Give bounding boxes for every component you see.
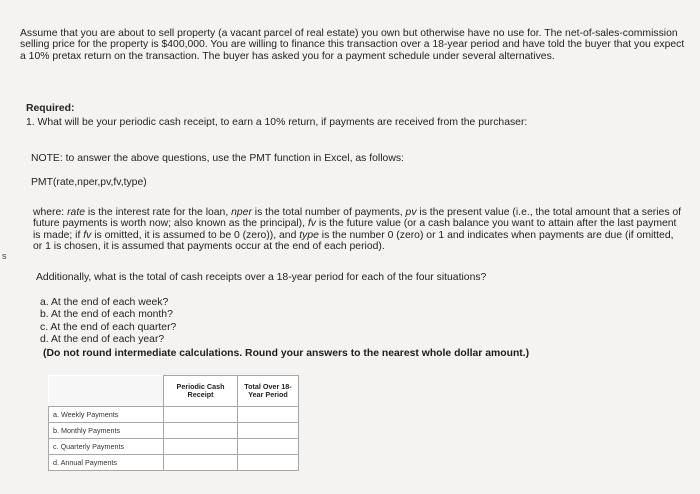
quarterly-periodic-input[interactable] <box>164 439 238 455</box>
term-fv-2: fv <box>83 229 92 241</box>
answer-table-header <box>49 376 299 407</box>
annual-periodic-input[interactable] <box>164 455 238 471</box>
term-fv: fv <box>307 218 316 230</box>
monthly-total-input[interactable] <box>238 423 299 439</box>
weekly-total-input[interactable] <box>238 407 299 423</box>
option-d: d. At the end of each year? <box>40 334 165 345</box>
table-row <box>49 455 299 471</box>
table-row <box>49 423 299 439</box>
note-text: NOTE: to answer the above questions, use the PMT function in Excel, as follows: <box>31 153 404 164</box>
option-c: c. At the end of each quarter? <box>40 322 177 333</box>
rounding-instruction: (Do not round intermediate calculations. Round your answers to the nearest whole dollar amount.) <box>43 348 530 359</box>
table-row <box>49 439 299 455</box>
term-rate: rate <box>67 207 85 218</box>
row-label-monthly: b. Monthly Payments <box>49 423 164 439</box>
question-1: 1. What will be your periodic cash receipt, to earn a 10% return, if payments are received from the purchaser: <box>26 117 528 128</box>
term-nper: nper <box>231 207 252 218</box>
row-label-quarterly: c. Quarterly Payments <box>49 439 164 455</box>
header-total-over-period: Total Over 18-Year Period <box>238 376 299 407</box>
option-b: b. At the end of each month? <box>40 309 173 320</box>
problem-intro: Assume that you are about to sell property (a vacant parcel of real estate) you own but otherwise have no use for. The net-of-sales-commission selling price for the property is $400,000. You are willing to finance this transaction over a 18-year period and have told the buyer that you expect a 10% pretax return on the transaction. The buyer has asked you for a payment schedule under several alternatives. <box>20 28 685 62</box>
quarterly-total-input[interactable] <box>238 439 299 455</box>
where-explanation: where: rate is the interest rate for the loan, nper is the total number of payments, pv is the present value (i.e., the total amount that a series of future payments is worth now; also known as the principal), fv is the future value (or a cash balance you want to attain after the last payment is made; if fv is omitted, it is assumed to be 0 (zero)), and type is the number 0 (zero) or 1 and indicates when payments are due (if omitted, or 1 is chosen, it is assumed that payments occur at the end of each period). <box>33 207 682 253</box>
answer-table <box>48 375 299 471</box>
monthly-periodic-input[interactable] <box>164 423 238 439</box>
pmt-formula: PMT(rate,nper,pv,fv,type) <box>31 177 147 188</box>
additional-question: Additionally, what is the total of cash receipts over a 18-year period for each of the four situations? <box>36 272 487 283</box>
row-label-annual: d. Annual Payments <box>49 455 164 471</box>
required-heading: Required: <box>26 103 75 114</box>
annual-total-input[interactable] <box>238 455 299 471</box>
row-label-weekly: a. Weekly Payments <box>49 407 164 423</box>
term-pv: pv <box>405 207 417 218</box>
header-periodic-cash-receipt: Periodic Cash Receipt <box>164 376 238 407</box>
cropped-edge-text: s <box>2 251 7 261</box>
option-a: a. At the end of each week? <box>40 297 169 308</box>
table-row <box>49 407 299 423</box>
term-type: type <box>299 229 319 241</box>
weekly-periodic-input[interactable] <box>164 407 238 423</box>
